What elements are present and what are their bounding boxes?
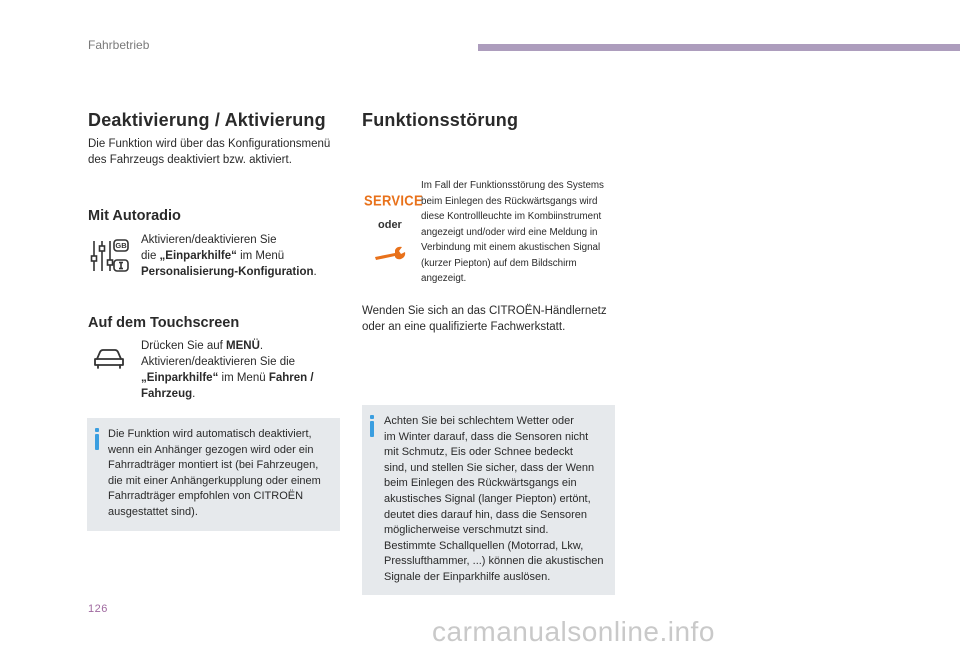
touchscreen-instructions bbox=[141, 338, 314, 402]
car-icon bbox=[93, 346, 125, 370]
note-line: Presslufthammer, ...) können die akustischen bbox=[384, 555, 604, 568]
malfunction-line: angezeigt. bbox=[421, 273, 467, 284]
intro-line: des Fahrzeugs deaktiviert bzw. aktiviert. bbox=[88, 154, 292, 166]
malfunction-line: (kurzer Piepton) auf dem Bildschirm bbox=[421, 257, 577, 269]
touchscreen-line: „Einparkhilfe“ im Menü Fahren / bbox=[141, 372, 314, 384]
malfunction-text bbox=[421, 178, 604, 287]
watermark: carmanualsonline.info bbox=[432, 616, 715, 647]
wrench-icon bbox=[373, 244, 409, 264]
autoradio-settings-icon bbox=[90, 238, 130, 274]
deactivation-title: Deaktivierung / Aktivierung bbox=[88, 110, 326, 130]
autoradio-line: Personalisierung-Konfiguration. bbox=[141, 266, 317, 278]
note-line: sind, und stellen Sie sicher, dass der Wenn bbox=[384, 461, 595, 474]
malfunction-line: angezeigt und/oder wird eine Meldung in bbox=[421, 226, 598, 238]
or-label: oder bbox=[378, 219, 402, 231]
intro-line: Die Funktion wird über das Konfigurationsmenü bbox=[88, 138, 331, 150]
contact-text bbox=[362, 303, 607, 335]
gb-label: GB bbox=[115, 241, 127, 250]
autoradio-instructions bbox=[141, 232, 317, 280]
autoradio-line: Aktivieren/deaktivieren Sie bbox=[141, 234, 277, 246]
info-icon bbox=[370, 421, 374, 437]
note-line: beim Einlegen des Rückwärtsgangs ein bbox=[384, 477, 577, 490]
deactivation-intro bbox=[88, 136, 330, 168]
info-icon bbox=[95, 434, 99, 450]
autoradio-heading: Mit Autoradio bbox=[88, 208, 181, 224]
sensor-note-text bbox=[384, 414, 604, 586]
contact-line: Wenden Sie sich an das CITROËN-Händlernetz bbox=[362, 305, 607, 317]
touchscreen-line: Drücken Sie auf MENÜ. bbox=[141, 340, 264, 352]
section-label: Fahrbetrieb bbox=[88, 38, 150, 52]
note-line: Achten Sie bei schlechtem Wetter oder bbox=[384, 415, 574, 427]
header-bar bbox=[478, 44, 960, 51]
page-number: 126 bbox=[88, 603, 108, 615]
malfunction-line: diese Kontrollleuchte im Kombiinstrument bbox=[421, 211, 602, 222]
malfunction-line: Verbindung mit einem akustischen Signal bbox=[421, 242, 601, 253]
trailer-note-text bbox=[108, 427, 321, 521]
autoradio-line: die „Einparkhilfe“ im Menü bbox=[141, 250, 285, 262]
note-line: akustisches Signal (langer Piepton) ertönt, bbox=[384, 492, 591, 505]
note-line: Bestimmte Schallquellen (Motorrad, Lkw, bbox=[384, 539, 584, 552]
contact-line: oder an eine qualifizierte Fachwerkstatt. bbox=[362, 321, 566, 333]
note-line: die mit einer Anhängerkupplung oder einem bbox=[108, 474, 321, 487]
touchscreen-line: Aktivieren/deaktivieren Sie die bbox=[141, 356, 296, 368]
malfunction-line: Im Fall der Funktionsstörung des Systems bbox=[421, 180, 604, 191]
service-warning-icon: SERVICE bbox=[364, 191, 423, 210]
trailer-note-box bbox=[87, 418, 340, 531]
note-line: Die Funktion wird automatisch deaktiviert, bbox=[108, 428, 312, 440]
malfunction-line: beim Einlegen des Rückwärtsgangs wird bbox=[421, 195, 598, 207]
note-line: Fahrradträger empfohlen von CITROËN bbox=[108, 490, 304, 503]
malfunction-title: Funktionsstörung bbox=[362, 110, 519, 130]
note-line: wenn ein Anhänger gezogen wird oder ein bbox=[108, 443, 314, 456]
touchscreen-heading: Auf dem Touchscreen bbox=[88, 315, 240, 331]
note-line: Signale der Einparkhilfe auslösen. bbox=[384, 570, 551, 583]
note-line: im Winter darauf, dass die Sensoren nicht bbox=[384, 430, 589, 443]
sensor-note-box bbox=[362, 405, 615, 595]
note-line: Fahrradträger montiert ist (bei Fahrzeugen, bbox=[108, 459, 319, 472]
note-line: deutet dies darauf hin, dass die Sensoren bbox=[384, 508, 588, 521]
note-line: ausgestattet sind). bbox=[108, 505, 198, 518]
touchscreen-line: Fahrzeug. bbox=[141, 388, 196, 400]
note-line: mit Schmutz, Eis oder Schnee bedeckt bbox=[384, 446, 573, 459]
note-line: möglicherweise verschmutzt sind. bbox=[384, 524, 549, 537]
